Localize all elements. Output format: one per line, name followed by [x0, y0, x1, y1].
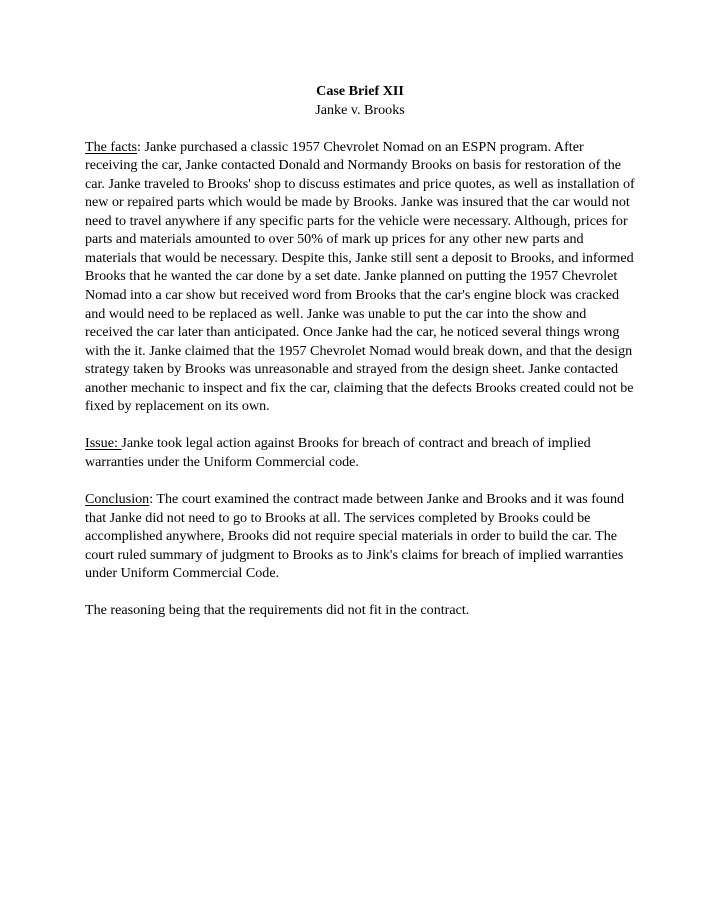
- facts-label: The facts: [85, 138, 138, 155]
- facts-paragraph: [85, 138, 635, 416]
- spacer: [85, 119, 635, 138]
- document-body: [85, 82, 635, 620]
- spacer: [85, 583, 635, 602]
- issue-paragraph: [85, 434, 635, 471]
- facts-text: Janke purchased a classic 1957 Chevrolet Nomad on an ESPN program. After receiving the car, Janke contacted Donald and Normandy Brooks on basis for restoration of the car. Janke traveled to Brooks' shop to discuss estimates and price quotes, as well as installation of new or repaired parts which would be made by Brooks. Janke was insured that the car would not need to travel anywhere if any specific parts for the vehicle were necessary. Although, prices for parts and materials amounted to over 50% of mark up prices for any other new parts and materials that would be necessary. Despite this, Janke still sent a deposit to Brooks, and informed Brooks that he wanted the car done by a set date. Janke planned on putting the 1957 Chevrolet Nomad into a car show but received word from Brooks that the car's engine block was cracked and would need to be replaced as well. Janke was unable to put the car into the show and received the car later than anticipated. Once Janke had the car, he noticed several things wrong with the it. Janke claimed that the 1957 Chevrolet Nomad would break down, and that the design strategy taken by Brooks was unreasonable and strayed from the design sheet. Janke contacted another mechanic to inspect and fix the car, claiming that the defects Brooks created could not be fixed by replacement on its own.: [85, 138, 635, 415]
- document-title: Case Brief XII: [316, 83, 404, 99]
- spacer: [85, 471, 635, 490]
- conclusion-separator: :: [149, 491, 157, 508]
- conclusion-paragraph: [85, 490, 635, 583]
- issue-text: Janke took legal action against Brooks for breach of contract and breach of implied warranties under the Uniform Commercial code.: [85, 435, 591, 470]
- conclusion-label: Conclusion: [85, 491, 150, 508]
- conclusion-text: The court examined the contract made between Janke and Brooks and it was found that Janke did not need to go to Brooks at all. The services completed by Brooks could be accomplished anywhere, Brooks did not require special materials in order to build the car. The court ruled summary of judgment to Brooks as to Jink's claims for breach of implied warranties under Uniform Commercial Code.: [85, 491, 625, 582]
- document-subtitle: Janke v. Brooks: [315, 101, 405, 118]
- reasoning-paragraph: The reasoning being that the requirements did not fit in the contract.: [85, 602, 470, 619]
- issue-label: Issue:: [85, 435, 122, 452]
- facts-separator: :: [137, 138, 145, 155]
- spacer: [85, 416, 635, 435]
